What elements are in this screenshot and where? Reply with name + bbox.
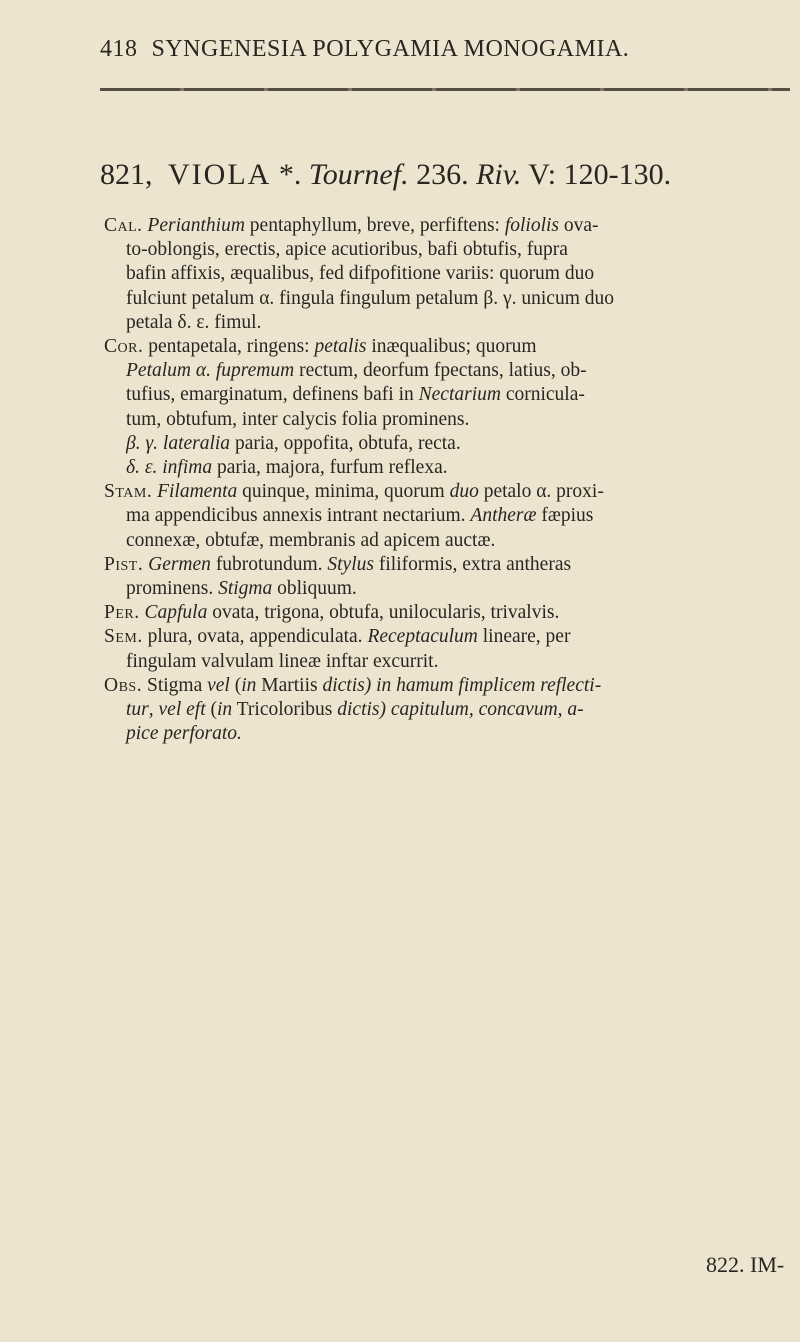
corolla-label: Cor.	[104, 336, 144, 358]
pericarp-text: ovata, trigona, obtufa, unilocularis, trivalvis.	[207, 602, 560, 624]
pistil-text-2: prominens.	[126, 578, 219, 600]
calyx-line-1	[104, 214, 794, 238]
stamen-term-antherae: Antheræ	[470, 505, 537, 527]
calyx-label: Cal.	[104, 215, 143, 236]
obs2-f: Tricoloribus	[232, 699, 338, 721]
corolla-line-4: tum, obtufum, inter calycis folia prominens.	[126, 408, 470, 430]
pistil-term-stigma: Stigma	[218, 578, 273, 600]
obs-text-g: ) in hamum fimplicem reflecti-	[364, 674, 602, 696]
obs2-e: in	[216, 699, 233, 721]
calyx-term-foliolis: foliolis	[504, 215, 560, 236]
reference-tournefort-number: 236.	[416, 158, 469, 191]
obs2-d: (	[205, 699, 217, 721]
catchword: 822. IM-	[706, 1252, 785, 1277]
calyx-text: pentaphyllum, breve, perfiftens:	[244, 215, 505, 236]
corolla-line-3	[104, 383, 794, 407]
header-rule	[100, 88, 790, 91]
corolla-lateralia: β. γ. lateralia	[126, 432, 231, 454]
calyx-line-3: bafin affixis, æqualibus, fed difpofitione variis: quorum duo	[126, 263, 595, 285]
pericarp-line-1	[104, 601, 794, 625]
reference-tournefort: Tournef.	[308, 158, 409, 191]
seed-label: Sem.	[104, 626, 143, 648]
obs2-c: vel eft	[158, 699, 206, 721]
observation-line-3: pice perforato.	[126, 723, 242, 745]
pericarp-label: Per.	[104, 602, 140, 624]
obs2-a: tur	[126, 699, 149, 721]
obs2-h: ) capitulum, concavum, a-	[379, 699, 584, 721]
observation-line-1	[104, 674, 794, 698]
obs-text-e: Martiis	[256, 674, 323, 696]
observation-label: Obs.	[104, 674, 143, 696]
reference-rivinus: Riv.	[476, 158, 522, 191]
corolla-text: pentapetala, ringens:	[143, 336, 315, 358]
stamen-line-1	[104, 480, 794, 504]
corolla-text-3-end: cornicula-	[500, 384, 585, 406]
pistil-line-2	[104, 577, 794, 601]
stamen-text: quinque, minima, quorum	[237, 481, 450, 503]
obs-text-b: vel	[207, 674, 230, 696]
corolla-text-5: paria, oppofita, obtufa, recta.	[230, 432, 461, 454]
calyx-text-end: ova-	[559, 215, 599, 236]
obs-text-c: (	[229, 674, 242, 696]
genus-description	[104, 214, 794, 746]
corolla-line-2	[104, 359, 794, 383]
reference-rivinus-number: 120-130.	[563, 158, 672, 191]
genus-name: VIOLA	[168, 158, 272, 191]
calyx-line-2: to-oblongis, erectis, apice acutioribus, bafi obtufis, fupra	[126, 239, 568, 261]
calyx-line-4: fulciunt petalum α. fingula fingulum petalum β. γ. unicum duo	[126, 287, 615, 309]
pistil-term-stylus: Stylus	[327, 553, 374, 575]
stamen-term-filamenta: Filamenta	[157, 481, 238, 503]
stamen-line-3: connexæ, obtufæ, membranis ad apicem auctæ.	[126, 529, 496, 551]
running-head	[100, 36, 790, 63]
reference-rivinus-volume: V:	[528, 158, 557, 191]
corolla-petalum-supremum: Petalum α. fupremum	[126, 360, 295, 382]
pericarp-term-capsula: Capfula	[144, 602, 208, 624]
pistil-label: Pist.	[104, 553, 144, 575]
stamen-text-2: ma appendicibus annexis intrant nectarium.	[126, 505, 471, 527]
seed-term-receptaculum: Receptaculum	[367, 626, 478, 648]
corolla-line-5	[104, 432, 794, 456]
pistil-text-end: filiformis, extra antheras	[373, 553, 572, 575]
genus-heading	[100, 158, 800, 192]
obs-text-d: in	[241, 674, 257, 696]
pistil-text-2-end: obliquum.	[272, 578, 357, 600]
obs-text-f: dictis	[322, 674, 365, 696]
corolla-text-2: rectum, deorfum fpectans, latius, ob-	[294, 360, 587, 382]
corolla-infima: δ. ε. infima	[126, 457, 213, 479]
seed-text: plura, ovata, appendiculata.	[142, 626, 368, 648]
corolla-text-6: paria, majora, furfum reflexa.	[212, 457, 448, 479]
corolla-term-petalis: petalis	[314, 336, 367, 358]
stamen-label: Stam.	[104, 481, 153, 503]
corolla-term-nectarium: Nectarium	[418, 384, 501, 406]
obs2-b: ,	[148, 699, 159, 721]
genus-mark: *.	[278, 158, 302, 191]
corolla-text-end: inæqualibus; quorum	[366, 336, 537, 358]
stamen-line-2	[104, 504, 794, 528]
obs2-g: dictis	[337, 699, 380, 721]
seed-text-end: lineare, per	[477, 626, 571, 648]
stamen-text-2-end: fæpius	[536, 505, 594, 527]
stamen-text-end: petalo α. proxi-	[478, 481, 604, 503]
corolla-line-1	[104, 335, 794, 359]
pistil-text: fubrotundum.	[210, 553, 328, 575]
seed-line-1	[104, 625, 794, 649]
genus-number: 821,	[100, 158, 153, 191]
corolla-line-6	[104, 456, 794, 480]
pistil-term-germen: Germen	[148, 553, 211, 575]
observation-line-2	[104, 698, 794, 722]
seed-line-2: fingulam valvulam lineæ inftar excurrit.	[126, 650, 439, 672]
obs-text-a: Stigma	[142, 674, 208, 696]
pistil-line-1	[104, 553, 794, 577]
calyx-term: Perianthium	[147, 215, 245, 236]
calyx-line-5: petala δ. ε. fimul.	[126, 311, 262, 333]
running-title: SYNGENESIA POLYGAMIA MONOGAMIA.	[151, 36, 630, 62]
stamen-term-duo: duo	[449, 481, 479, 503]
page-number: 418	[100, 36, 138, 62]
corolla-text-3: tufius, emarginatum, definens bafi in	[126, 384, 419, 406]
